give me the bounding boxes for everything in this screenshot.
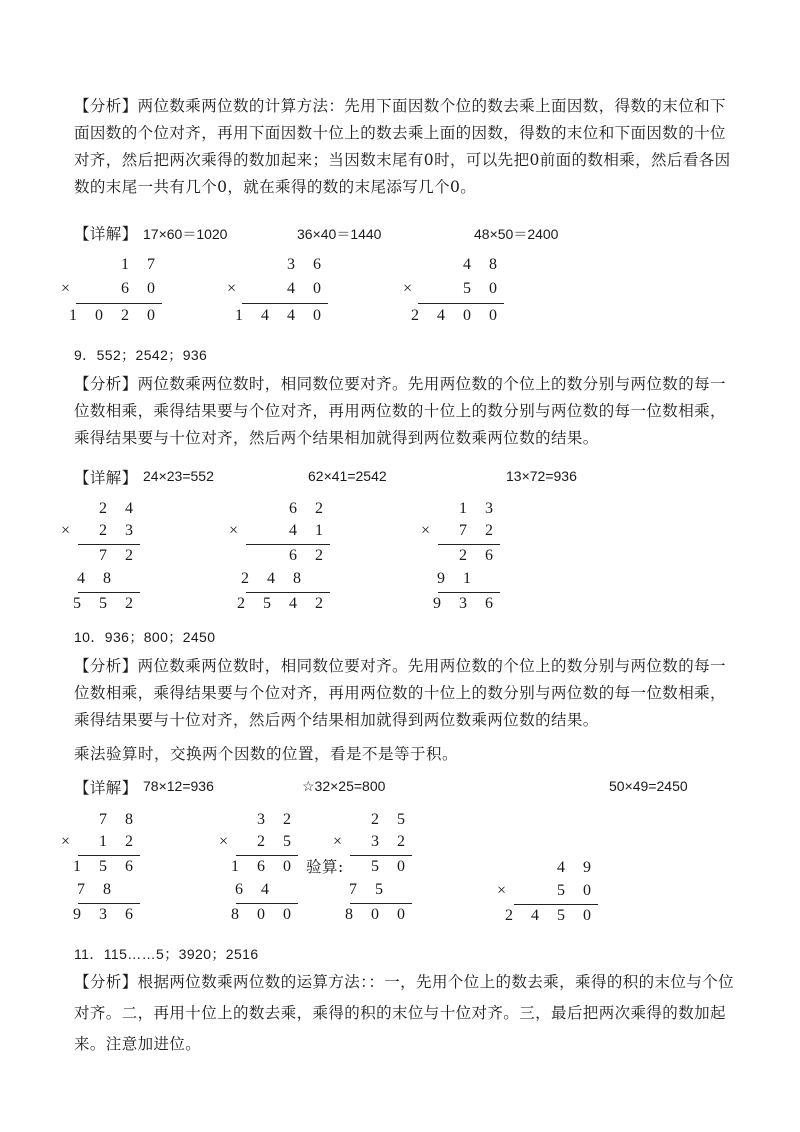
- calc-row-partial-2: 9 1: [437, 570, 478, 587]
- vertical-calc-13x72: [420, 497, 500, 619]
- calc-row-product: 1 4 4 0: [235, 307, 328, 324]
- calc-row-multiplicand: 2 4: [99, 500, 140, 517]
- calc-row-multiplicand: 1 7: [121, 256, 162, 273]
- calc-row-multiplier: × 2 3: [60, 522, 140, 539]
- calc-row-partial-1: 7 2: [99, 547, 140, 564]
- vertical-calc-78x12: [60, 808, 140, 930]
- question-heading-9: 9．552；2542；936: [74, 347, 208, 363]
- question-heading-11: 11．115……5；3920；2516: [74, 946, 259, 962]
- calc-row-multiplicand: 3 6: [287, 256, 328, 273]
- equation-62x41: 62×41=2542: [308, 468, 387, 484]
- calc-row-partial-2: 7 5: [349, 881, 390, 898]
- check-note-10: 乘法验算时，交换两个因数的位置，看是不是等于积。: [74, 745, 459, 763]
- calc-row-product: 9 3 6: [73, 906, 140, 923]
- vertical-calc-verify-25x32: [332, 808, 412, 930]
- calc-row-partial-2: 4 8: [77, 570, 118, 587]
- calc-row-partial-1: 1 6 0: [231, 858, 298, 875]
- equation-50x49: 50×49=2450: [609, 778, 688, 794]
- calc-row-multiplier: × 4 0: [226, 280, 328, 297]
- equation-36x40: 36×40＝1440: [297, 226, 382, 242]
- calc-row-multiplier: × 5 0: [496, 882, 598, 899]
- equation-24x23: 24×23=552: [143, 468, 214, 484]
- calc-row-partial-1: 2 6: [459, 547, 500, 564]
- calc-row-multiplicand: 6 2: [289, 500, 330, 517]
- calc-row-multiplicand: 4 8: [463, 256, 504, 273]
- calc-row-multiplier: × 5 0: [402, 280, 504, 297]
- analysis-paragraph-8: 【分析】两位数乘两位数的计算方法：先用下面因数个位的数去乘上面因数，得数的末位和下面因数的个位对齐，再用下面因数十位上的数去乘上面的因数，得数的末位和下面因数的十位对齐，然后把两次乘得的数加起来；当因数末尾有0时，可以先把0前面的数相乘，然后看各因数的末尾一共有几个0，就在乘得的数的末尾添写几个0。: [74, 97, 731, 196]
- analysis-paragraph-10: 【分析】两位数乘两位数时，相同数位要对齐。先用两位数的个位上的数分别与两位数的每一位数相乘，乘得结果要与个位对齐，再用两位数的十位上的数分别与两位数的每一位数相乘，乘得结果要与十位对齐，然后两个结果相加就得到两位数乘两位数的结果。: [74, 657, 726, 729]
- vertical-calc-62x41: [228, 497, 330, 619]
- calc-row-partial-1: 5 0: [371, 858, 412, 875]
- detail-label-10: 【详解】: [74, 779, 138, 797]
- calc-row-product: 2 5 4 2: [237, 595, 330, 612]
- vertical-calc-36x40: [226, 253, 328, 333]
- equation-78x12: 78×12=936: [143, 778, 214, 794]
- equation-17x60: 17×60＝1020: [143, 226, 228, 242]
- calc-row-product: 2 4 5 0: [505, 907, 598, 924]
- calc-row-product: 2 4 0 0: [411, 307, 504, 324]
- equation-48x50: 48×50＝2400: [474, 226, 559, 242]
- calc-row-partial-2: 2 4 8: [241, 570, 308, 587]
- calc-row-multiplicand: 3 2: [257, 811, 298, 828]
- analysis-paragraph-11: 【分析】根据两位数乘两位数的运算方法：：一，先用个位上的数去乘，乘得的积的末位与个位对齐。二，再用十位上的数去乘，乘得的积的末位与十位对齐。三，最后把两次乘得的数加起来。注意加进位。: [74, 973, 735, 1053]
- calc-row-multiplier: × 2 5: [218, 833, 298, 850]
- vertical-calc-32x25: [218, 808, 298, 930]
- calc-row-multiplier: × 1 2: [60, 833, 140, 850]
- calc-row-multiplier: × 3 2: [332, 833, 412, 850]
- calc-row-multiplicand: 2 5: [371, 811, 412, 828]
- calc-row-product: 5 5 2: [73, 595, 140, 612]
- vertical-calc-49x50: [496, 856, 598, 936]
- calc-row-product: 9 3 6: [433, 595, 500, 612]
- calc-row-product: 8 0 0: [231, 906, 298, 923]
- vertical-calc-17x60: [60, 253, 162, 333]
- calc-row-multiplicand: 4 9: [557, 859, 598, 876]
- detail-label-8: 【详解】: [74, 225, 138, 243]
- equation-13x72: 13×72=936: [506, 468, 577, 484]
- detail-label-9: 【详解】: [74, 469, 138, 487]
- calc-row-multiplier: × 4 1: [228, 522, 330, 539]
- calc-row-partial-1: 1 5 6: [73, 858, 140, 875]
- calc-row-multiplier: × 7 2: [420, 522, 500, 539]
- calc-row-multiplicand: 7 8: [99, 811, 140, 828]
- analysis-paragraph-9: 【分析】两位数乘两位数时，相同数位要对齐。先用两位数的个位上的数分别与两位数的每一位数相乘，乘得结果要与个位对齐，再用两位数的十位上的数分别与两位数的每一位数相乘，乘得结果要与十位对齐，然后两个结果相加就得到两位数乘两位数的结果。: [74, 375, 726, 447]
- question-heading-10: 10．936；800；2450: [74, 629, 216, 645]
- vertical-calc-24x23: [60, 497, 140, 619]
- calc-row-partial-2: 6 4: [235, 881, 276, 898]
- verify-label: 验算:: [306, 858, 344, 876]
- calc-row-partial-1: 6 2: [289, 547, 330, 564]
- calc-row-product: 8 0 0: [345, 906, 412, 923]
- calc-row-multiplier: × 6 0: [60, 280, 162, 297]
- calc-row-multiplicand: 1 3: [459, 500, 500, 517]
- calc-row-partial-2: 7 8: [77, 881, 118, 898]
- equation-32x25: ☆32×25=800: [302, 778, 386, 794]
- calc-row-product: 1 0 2 0: [69, 307, 162, 324]
- vertical-calc-48x50: [402, 253, 504, 333]
